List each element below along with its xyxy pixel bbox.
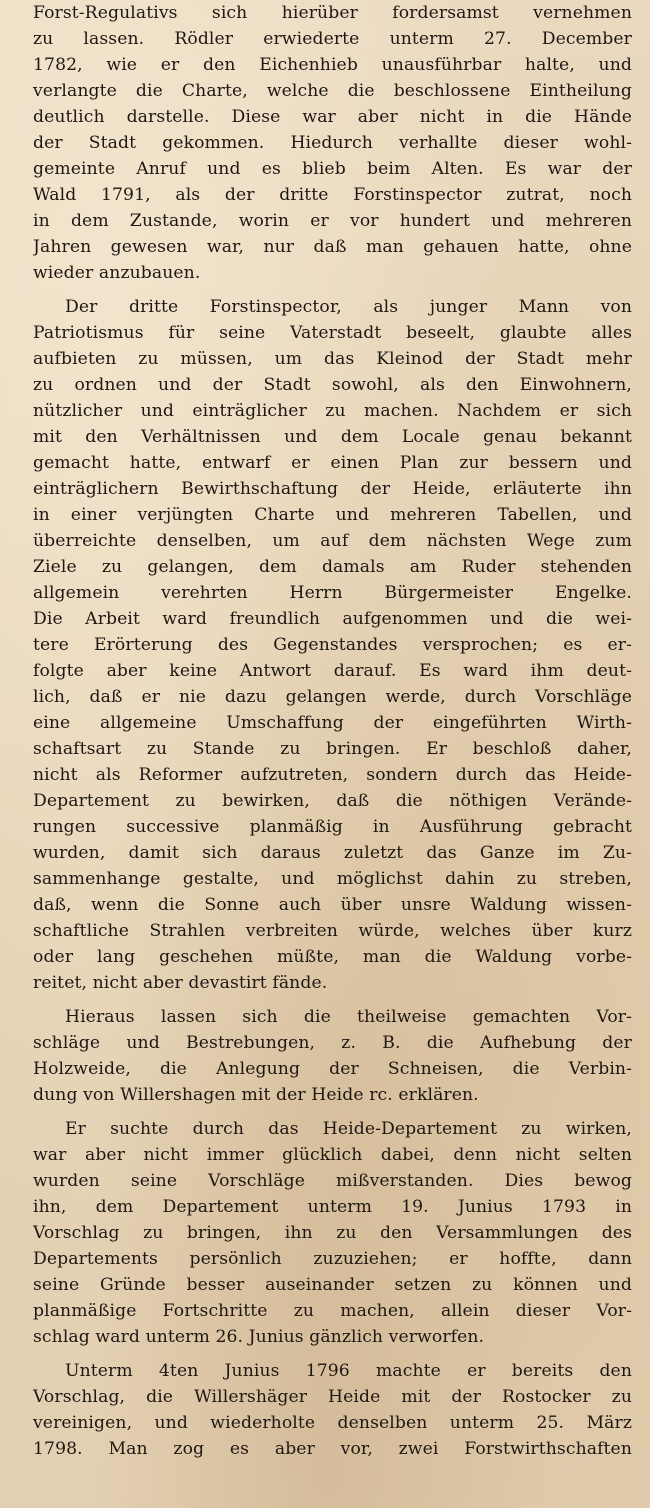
text-line: Ziele zu gelangen, dem damals am Ruder stehenden [33,557,632,577]
text-line: wurden, damit sich daraus zuletzt das Ganze im Zu- [33,843,632,863]
text-line: 1798. Man zog es aber vor, zwei Forstwirthschaften [33,1439,632,1459]
text-line: nicht als Reformer aufzutreten, sondern durch das Heide- [33,765,632,785]
text-line: Hieraus lassen sich die theilweise gemachten Vor- [65,1007,632,1027]
text-line: vereinigen, und wiederholte denselben unterm 25. März [33,1413,632,1433]
paragraph-gap [33,1108,632,1116]
text-line: schaftsart zu Stande zu bringen. Er beschloß daher, [33,739,632,759]
text-line: überreichte denselben, um auf dem nächsten Wege zum [33,531,632,551]
text-line: Wald 1791, als der dritte Forstinspector zutrat, noch [33,185,632,205]
paragraph-gap [33,996,632,1004]
text-line: eine allgemeine Umschaffung der eingeführten Wirth- [33,713,632,733]
paragraph-gap [33,286,632,294]
text-line: Die Arbeit ward freundlich aufgenommen und die wei- [33,609,632,629]
text-line: nützlicher und einträglicher zu machen. Nachdem er sich [33,401,632,421]
text-line: Jahren gewesen war, nur daß man gehauen hatte, ohne [33,237,632,257]
text-line: sammenhange gestalte, und möglichst dahin zu streben, [33,869,632,889]
text-line: wieder anzubauen. [33,263,201,283]
paragraph-2 [33,294,632,996]
text-line: Holzweide, die Anlegung der Schneisen, die Verbin- [33,1059,632,1079]
paragraph-1 [33,0,632,286]
text-line: gemeinte Anruf und es blieb beim Alten. Es war der [33,159,632,179]
text-line: Der dritte Forstinspector, als junger Mann von [65,297,632,317]
text-line: Patriotismus für seine Vaterstadt beseelt, glaubte alles [33,323,632,343]
text-line: zu ordnen und der Stadt sowohl, als den Einwohnern, [33,375,632,395]
text-line: ihn, dem Departement unterm 19. Junius 1793 in [33,1197,632,1217]
text-line: Departement zu bewirken, daß die nöthigen Verände- [33,791,632,811]
text-line: planmäßige Fortschritte zu machen, allein dieser Vor- [33,1301,632,1321]
text-line: seine Gründe besser auseinander setzen zu können und [33,1275,632,1295]
text-line: war aber nicht immer glücklich dabei, denn nicht selten [33,1145,632,1165]
text-line: gemacht hatte, entwarf er einen Plan zur bessern und [33,453,632,473]
text-line: verlangte die Charte, welche die beschlossene Eintheilung [33,81,632,101]
text-line: deutlich darstelle. Diese war aber nicht in die Hände [33,107,632,127]
text-line: aufbieten zu müssen, um das Kleinod der Stadt mehr [33,349,632,369]
paragraph-5 [33,1358,632,1462]
text-line: 1782, wie er den Eichenhieb unausführbar halte, und [33,55,632,75]
text-line: schläge und Bestrebungen, z. B. die Aufhebung der [33,1033,632,1053]
text-line: Unterm 4ten Junius 1796 machte er bereits den [65,1361,632,1381]
text-line: folgte aber keine Antwort darauf. Es ward ihm deut- [33,661,632,681]
text-line: reitet, nicht aber devastirt fände. [33,973,328,993]
text-line: in einer verjüngten Charte und mehreren Tabellen, und [33,505,632,525]
paragraph-4 [33,1116,632,1350]
text-line: Forst-Regulativs sich hierüber fordersamst vernehmen [33,3,632,23]
paragraph-gap [33,1350,632,1358]
text-line: in dem Zustande, worin er vor hundert und mehreren [33,211,632,231]
text-line: Er suchte durch das Heide-Departement zu wirken, [65,1119,632,1139]
text-line: einträglichern Bewirthschaftung der Heide, erläuterte ihn [33,479,632,499]
text-line: rungen successive planmäßig in Ausführung gebracht [33,817,632,837]
text-line: der Stadt gekommen. Hiedurch verhallte dieser wohl- [33,133,632,153]
text-line: wurden seine Vorschläge mißverstanden. Dies bewog [33,1171,632,1191]
text-line: allgemein verehrten Herrn Bürgermeister Engelke. [33,583,632,603]
text-line: Departements persönlich zuzuziehen; er hoffte, dann [33,1249,632,1269]
text-line: lich, daß er nie dazu gelangen werde, durch Vorschläge [33,687,632,707]
text-line: tere Erörterung des Gegenstandes versprochen; es er- [33,635,632,655]
text-line: dung von Willershagen mit der Heide rc. erklären. [33,1085,479,1105]
text-line: Vorschlag zu bringen, ihn zu den Versammlungen des [33,1223,632,1243]
text-line: schaftliche Strahlen verbreiten würde, welches über kurz [33,921,632,941]
text-line: zu lassen. Rödler erwiederte unterm 27. December [33,29,632,49]
text-line: oder lang geschehen müßte, man die Waldung vorbe- [33,947,632,967]
text-line: mit den Verhältnissen und dem Locale genau bekannt [33,427,632,447]
text-line: Vorschlag, die Willershäger Heide mit der Rostocker zu [33,1387,632,1407]
text-line: daß, wenn die Sonne auch über unsre Waldung wissen- [33,895,632,915]
text-line: schlag ward unterm 26. Junius gänzlich verworfen. [33,1327,485,1347]
paragraph-3 [33,1004,632,1108]
